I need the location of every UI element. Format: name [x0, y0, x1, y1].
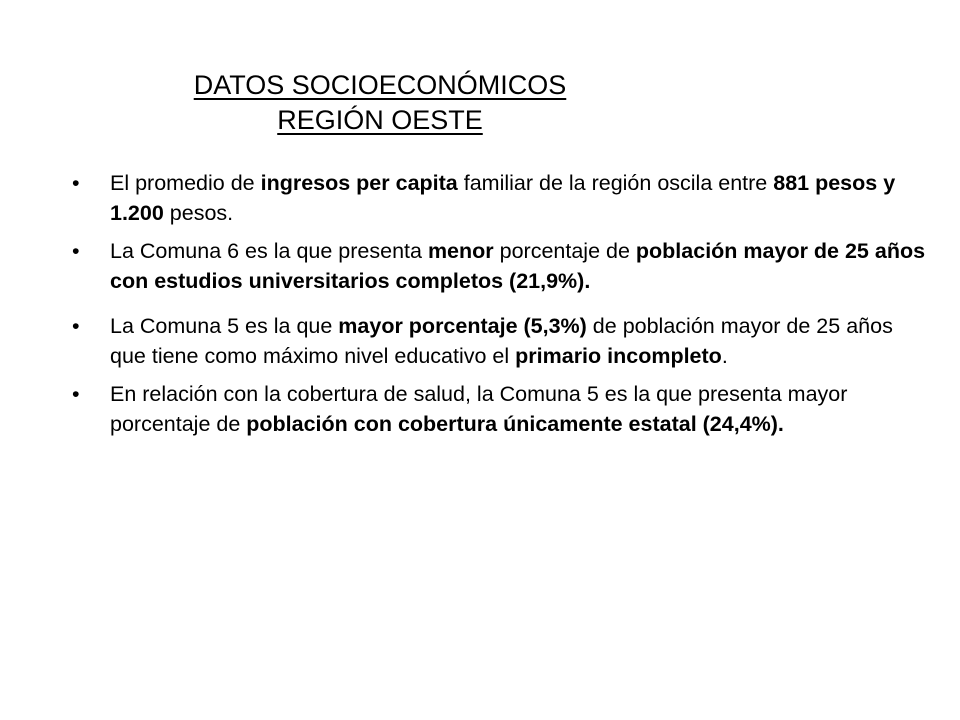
title-line-2: REGIÓN OESTE — [277, 105, 483, 136]
bullet-list — [72, 168, 932, 454]
title-line-1: DATOS SOCIOECONÓMICOS — [193, 70, 567, 101]
slide-title — [0, 68, 760, 138]
bullet-dot-icon: • — [72, 239, 80, 263]
bullet-dot-icon: • — [72, 382, 80, 406]
bullet-item: • La Comuna 6 es la que presenta menor porcentaje de población mayor de 25 años con estudios universitarios completos (21,9%). — [72, 236, 932, 296]
bullet-item: • La Comuna 5 es la que mayor porcentaje (5,3%) de población mayor de 25 años que tiene como máximo nivel educativo el primario incompleto. — [72, 311, 932, 371]
bullet-item: • En relación con la cobertura de salud, la Comuna 5 es la que presenta mayor porcentaje de población con cobertura únicamente estatal (24,4%). — [72, 379, 932, 439]
bullet-dot-icon: • — [72, 171, 80, 195]
bullet-dot-icon: • — [72, 314, 80, 338]
bullet-item: • El promedio de ingresos per capita familiar de la región oscila entre 881 pesos y 1.200 pesos. — [72, 168, 932, 228]
